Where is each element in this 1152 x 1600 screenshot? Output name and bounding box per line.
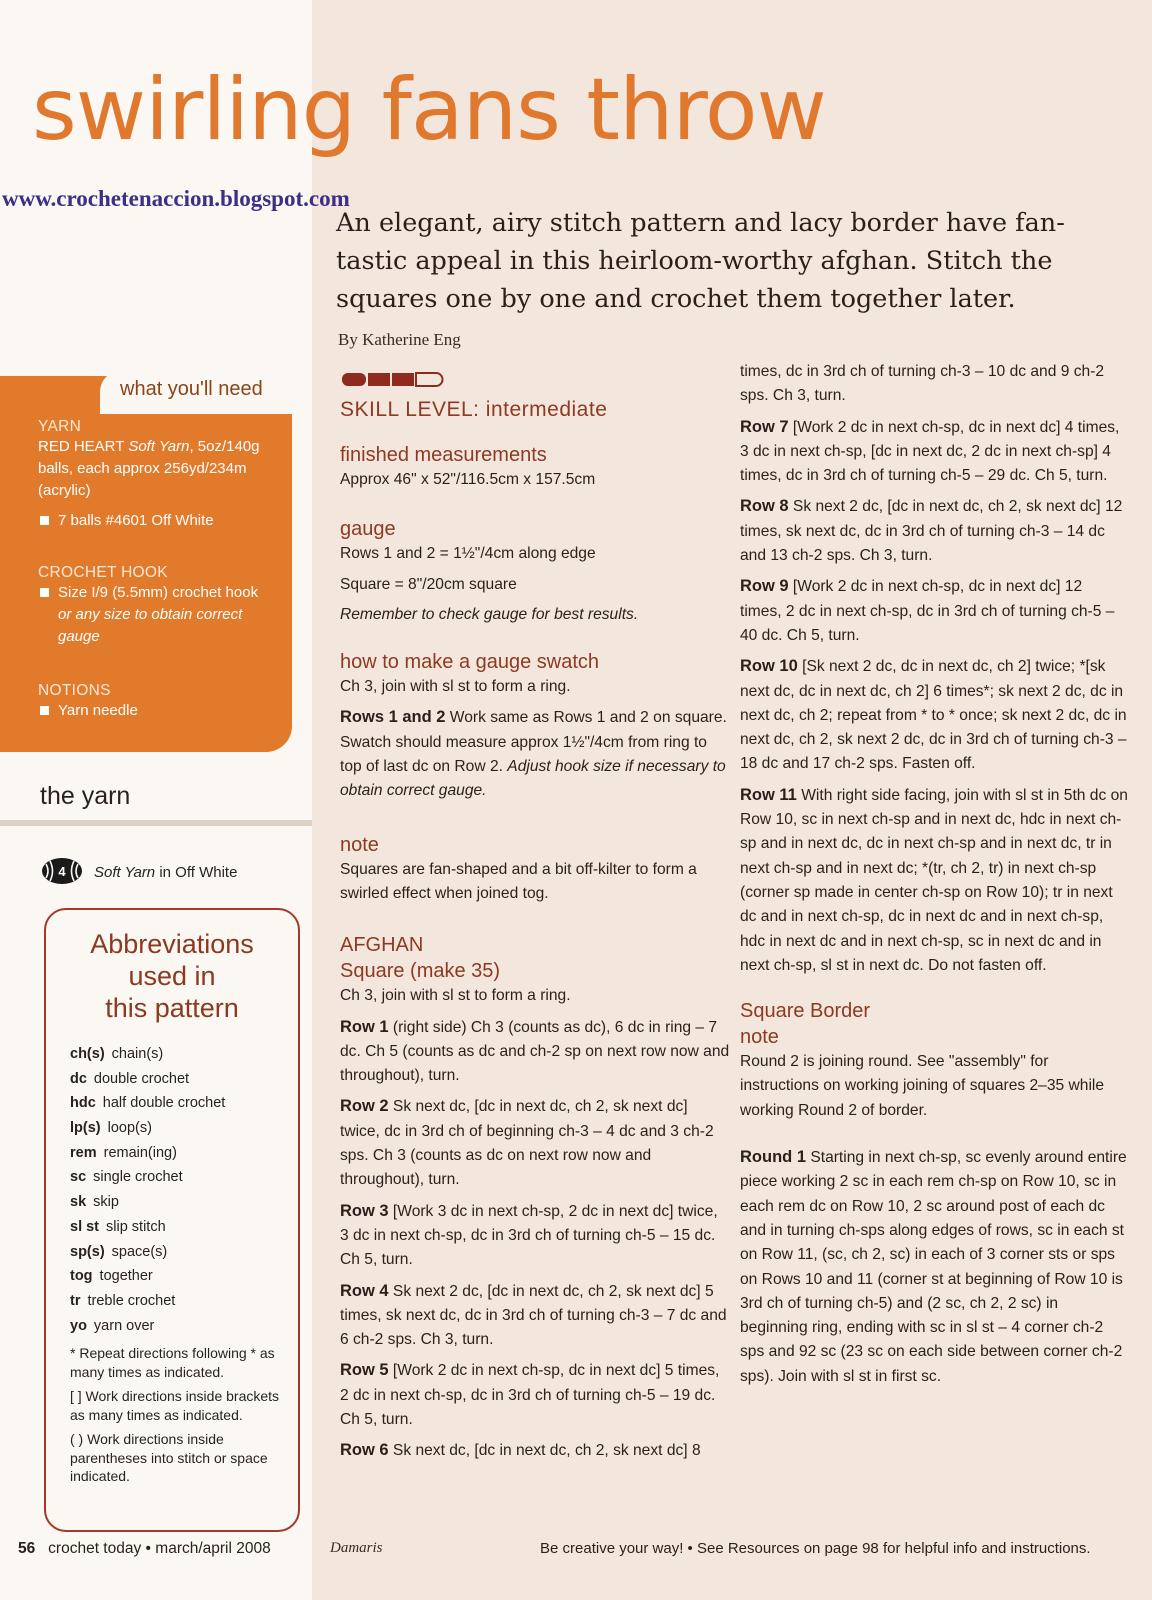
measurements-heading: finished measurements (340, 444, 547, 466)
notions-item: Yarn needle (38, 700, 288, 722)
yarn-item: 7 balls #4601 Off White (38, 510, 288, 532)
note-text: Squares are fan-shaped and a bit off-kilter to form a swirled effect when joined tog. (340, 860, 697, 902)
yarn-section (38, 418, 288, 532)
abbreviations-title: Abbreviations used in this pattern (90, 929, 254, 1023)
yarn-heading: YARN (38, 418, 82, 435)
swatch-heading: how to make a gauge swatch (340, 651, 600, 674)
measurements-text: Approx 46" x 52"/116.5cm x 157.5cm (340, 471, 596, 488)
the-yarn-heading: the yarn (40, 782, 131, 810)
row-instruction: Row 1 (right side) Ch 3 (counts as dc), 6 dc in ring – 7 dc. Ch 5 (counts as dc and ch-2 sp on next row now and throughout), turn. (340, 1017, 730, 1085)
byline: By Katherine Eng (338, 330, 461, 349)
divider (0, 820, 312, 826)
checkbox-icon (40, 706, 49, 715)
yarn-weight-icon (40, 856, 84, 891)
abbr-row: rem remain(ing) (70, 1144, 177, 1161)
note-heading: note (340, 833, 379, 856)
row-instruction: Row 8 Sk next 2 dc, [dc in next dc, ch 2, sk next dc] 12 times, sk next dc, dc in 3rd ch of turning ch-3 – 14 dc and 13 ch-2 sps. Ch 3, turn. (740, 497, 1123, 565)
abbr-row: yo yarn over (70, 1317, 155, 1334)
swatch-rows: Rows 1 and 2 Work same as Rows 1 and 2 on square. Swatch should measure approx 1½"/4cm from ring to top of last dc on Row 2. Adjust hook size if necessary to obtain correct gauge. (340, 708, 727, 800)
row-instruction: Row 7 [Work 2 dc in next ch-sp, dc in next dc] 4 times, 3 dc in next ch-sp, [dc in next dc, 2 dc in next ch-sp] 4 times, dc in 3rd ch of turning ch-5 – 29 dc. Ch 5, turn. (740, 417, 1120, 485)
row-instruction: Row 10 [Sk next 2 dc, dc in next dc, ch 2] twice; *[sk next dc, dc in next dc, ch 2] 6 times*; sk next 2 dc, dc in next dc, ch 2; repeat from * to * once; sk next 2 dc, dc in next dc, ch 2, sk next 2 dc, dc in 3rd ch of turning ch-3 – 18 dc and 17 ch-2 sps. Fasten off. (740, 657, 1127, 773)
gauge-heading: gauge (340, 518, 396, 541)
abbreviations-box (44, 908, 300, 1532)
row-instruction: Row 6 Sk next dc, [dc in next dc, ch 2, sk next dc] 8 (340, 1441, 701, 1460)
abbr-note-asterisk: * Repeat directions following * as many times as indicated. (70, 1345, 275, 1380)
checkbox-icon (40, 588, 49, 597)
checkbox-icon (40, 516, 49, 525)
skill-level-icon (340, 370, 730, 392)
notions-heading: NOTIONS (38, 682, 111, 699)
page-footer-right: Be creative your way! • See Resources on page 98 for helpful info and instructions. (540, 1540, 1091, 1557)
border-note-text: Round 2 is joining round. See "assembly" for instructions on working joining of squares 2–35 while working Round 2 of border. (740, 1053, 1105, 1119)
gauge-rows: Rows 1 and 2 = 1½"/4cm along edge (340, 545, 596, 563)
intro-paragraph: An elegant, airy stitch pattern and lacy border have fan-tastic appeal in this heirloom-worthy afghan. Stitch the squares one by one and crochet them together later. (336, 208, 1065, 314)
abbr-row: sk skip (70, 1194, 119, 1211)
svg-text:4: 4 (58, 864, 66, 879)
skill-level: SKILL LEVEL: intermediate (340, 398, 608, 421)
square-heading: Square (make 35) (340, 960, 501, 983)
round-1-instruction: Round 1 Starting in next ch-sp, sc evenly around entire piece working 2 sc in each rem ch-sp on Row 10, sc in each rem dc on Row 10, 2 sc around post of each dc and in turning ch-sps along edges of rows, sc in each st on Row 11, (sc, ch 2, sc) in each of 3 corner sts or sps on Rows 10 and 11 (corner st at beginning of Row 10 is 3rd ch of turning ch-5) and (2 sc, ch 2, 2 sc) in beginning ring, ending with sc in sl st – 4 corner ch-2 sps and 92 sc (23 sc on each side between corner ch-2 sps). Join with sl st in first sc. (740, 1148, 1127, 1385)
abbr-row: tr treble crochet (70, 1292, 176, 1309)
row-instruction: Row 5 [Work 2 dc in next ch-sp, dc in next dc] 5 times, 2 dc in next ch-sp, dc in 3rd ch of turning ch-5 – 19 dc. Ch 5, turn. (340, 1361, 720, 1429)
border-note-heading: note (740, 1026, 779, 1049)
yarn-description: RED HEART Soft Yarn, 5oz/140g balls, each approx 256yd/234m (acrylic) (38, 438, 260, 499)
notions-section (38, 682, 288, 722)
photo-credit: Damaris (330, 1540, 383, 1556)
row-instruction: Row 11 With right side facing, join with sl st in 5th dc on Row 10, sc in next ch-sp and in next dc, hdc in next ch-sp and in next dc, dc in next ch-sp and in next dc, tr in next ch-sp and in next dc; *(tr, ch 2, tr) in next ch-sp (corner sp made in center ch-sp on Row 10); tr in next dc and in next ch-sp, dc in next dc and in next ch-sp, hdc in next dc and in next ch-sp, sc in next dc and in next ch-sp, sl st in next dc. Do not fasten off. (740, 785, 1128, 974)
swatch-start: Ch 3, join with sl st to form a ring. (340, 678, 571, 696)
abbr-row: lp(s) loop(s) (70, 1120, 152, 1137)
hook-heading: CROCHET HOOK (38, 564, 168, 581)
gauge-square: Square = 8"/20cm square (340, 575, 517, 593)
pattern-column-middle (340, 370, 730, 1464)
abbr-row: sl st slip stitch (70, 1218, 166, 1235)
abbr-row: sp(s) space(s) (70, 1243, 168, 1260)
abbr-note-parentheses: ( ) Work directions inside parentheses into stitch or space indicated. (70, 1431, 268, 1485)
page-footer-left: 56 crochet today • march/april 2008 (18, 1540, 271, 1557)
abbr-row: sc single crochet (70, 1169, 183, 1186)
website-watermark: www.crochetenaccion.blogspot.com (2, 186, 350, 211)
abbr-row: ch(s) chain(s) (70, 1046, 164, 1062)
abbr-row: dc double crochet (70, 1070, 190, 1087)
row-instruction: Row 3 [Work 3 dc in next ch-sp, 2 dc in next dc] twice, 3 dc in next ch-sp, dc in 3rd ch of turning ch-5 – 15 dc. Ch 5, turn. (340, 1201, 718, 1269)
gauge-reminder: Remember to check gauge for best results. (340, 605, 639, 623)
what-you-need-panel (0, 376, 292, 752)
page-title: swirling fans throw (32, 60, 826, 160)
hook-item: Size I/9 (5.5mm) crochet hook or any size to obtain correct gauge (38, 582, 288, 648)
yarn-name: Soft Yarn in Off White (94, 864, 238, 881)
square-border-heading: Square Border (740, 1000, 871, 1023)
row-instruction: Row 2 Sk next dc, [dc in next dc, ch 2, sk next dc] twice, dc in 3rd ch of beginning ch-3 – 4 dc and 3 ch-2 sps. Ch 3 (counts as dc on next row now and throughout), turn. (340, 1097, 714, 1189)
abbr-row: tog together (70, 1268, 153, 1285)
row-instruction: Row 9 [Work 2 dc in next ch-sp, dc in next dc] 12 times, 2 dc in next ch-sp, dc in 3rd ch of turning ch-5 – 40 dc. Ch 5, turn. (740, 577, 1115, 644)
hook-section (38, 564, 288, 648)
afghan-heading: AFGHAN (340, 934, 424, 957)
row-6-continued: times, dc in 3rd ch of turning ch-3 – 10 dc and 9 ch-2 sps. Ch 3, turn. (740, 363, 1105, 405)
row-instruction: Row 4 Sk next 2 dc, [dc in next dc, ch 2, sk next dc] 5 times, sk next dc, dc in 3rd ch of turning ch-3 – 7 dc and 6 ch-2 sps. Ch 3, turn. (340, 1281, 727, 1349)
abbr-note-brackets: [ ] Work directions inside brackets as many times as indicated. (70, 1388, 280, 1423)
abbr-row: hdc half double crochet (70, 1095, 226, 1112)
pattern-column-right (740, 360, 1128, 1389)
square-start: Ch 3, join with sl st to form a ring. (340, 987, 571, 1005)
abbreviations-list (70, 1042, 290, 1486)
panel-title: what you'll need (120, 378, 263, 400)
